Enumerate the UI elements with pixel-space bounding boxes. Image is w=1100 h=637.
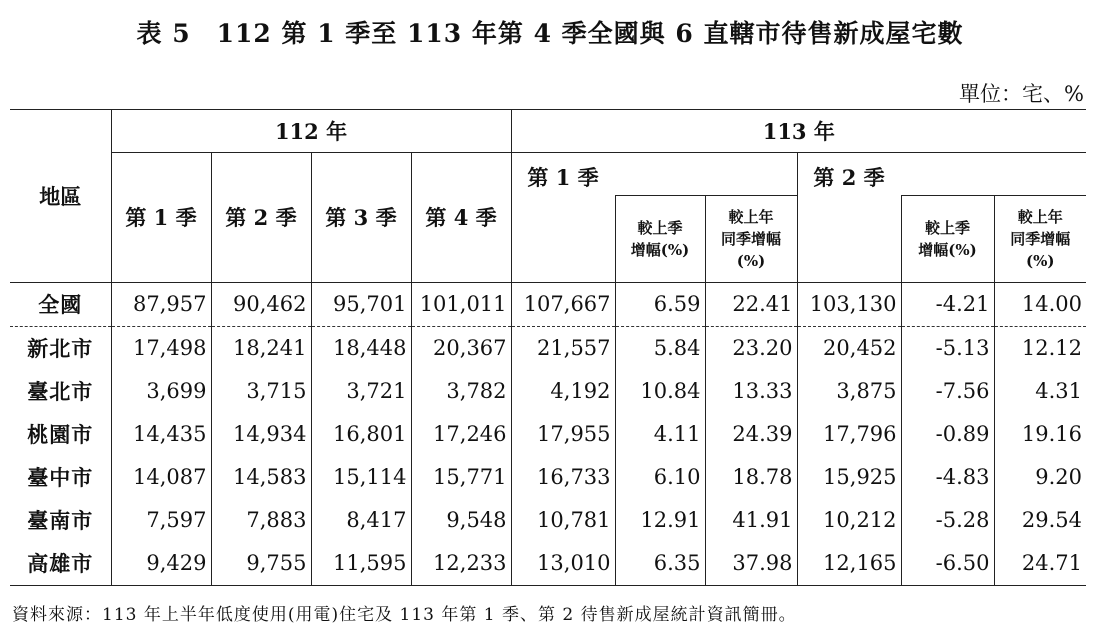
yoy-label-line1: 較上年 [728, 207, 774, 226]
value-cell: 16,801 [311, 413, 411, 456]
header-113-q2-cell [797, 164, 901, 283]
value-cell: 5.84 [615, 326, 705, 370]
value-cell: 7,597 [111, 499, 211, 542]
value-cell: 6.59 [615, 282, 705, 326]
year-113-header: 113 年 [511, 110, 1086, 153]
value-cell: 4.31 [1035, 379, 1083, 403]
value-cell: 24.71 [994, 542, 1086, 586]
yoy-label-line2: 同季增幅 [1010, 229, 1071, 248]
value-cell: 24.39 [705, 413, 797, 456]
header-113-q2-yoy [994, 196, 1086, 283]
region-cell: 臺南市 [10, 499, 111, 542]
unit-label: 單位：宅、% [959, 82, 1084, 106]
value-cell: 11,595 [311, 542, 411, 586]
value-cell: 19.16 [1021, 422, 1083, 446]
value-cell: 103,130 [797, 282, 901, 326]
value-cell: 3,875 [797, 370, 901, 413]
value-cell: 4.11 [615, 413, 705, 456]
value-cell: 20,367 [411, 326, 511, 370]
table-title: 表 5 112 第 1 季至 113 年第 4 季全國與 6 直轄市待售新成屋宅數 [136, 19, 964, 48]
value-cell: 14,934 [211, 413, 311, 456]
table-row [10, 456, 1086, 499]
value-cell: 10,212 [797, 499, 901, 542]
value-cell: 17,246 [411, 413, 511, 456]
value-cell: 3,721 [311, 370, 411, 413]
value-cell: 18,448 [311, 326, 411, 370]
value-cell: 3,782 [411, 370, 511, 413]
value-cell: 15,925 [797, 456, 901, 499]
value-cell: 15,114 [311, 456, 411, 499]
value-cell: 10,781 [511, 499, 615, 542]
value-cell: 90,462 [211, 282, 311, 326]
value-cell: 37.98 [705, 542, 797, 586]
value-cell: 12.12 [1021, 336, 1083, 360]
table-row [10, 326, 1086, 370]
source-note: 資料來源：113 年上半年低度使用(用電)住宅及 113 年第 1 季、第 2 待售新成屋統計資訊簡冊。 [12, 605, 797, 625]
value-cell: 9,429 [111, 542, 211, 586]
qoq-label-line1: 較上季 [637, 218, 683, 237]
table-row [10, 413, 1086, 456]
value-cell: 101,011 [411, 282, 511, 326]
value-cell: 22.41 [705, 282, 797, 326]
region-header: 地區 [39, 183, 82, 209]
value-cell: 3,699 [111, 370, 211, 413]
header-113-q1-cell [511, 164, 615, 283]
data-table [10, 109, 1086, 586]
value-cell: 3,715 [211, 370, 311, 413]
value-cell: 6.10 [615, 456, 705, 499]
value-cell: 9,548 [411, 499, 511, 542]
value-cell: 23.20 [705, 326, 797, 370]
value-cell: 12,233 [411, 542, 511, 586]
yoy-label-line2: 同季增幅 [721, 229, 782, 248]
value-cell: 15,771 [411, 456, 511, 499]
value-cell: 9,755 [211, 542, 311, 586]
table-row [10, 499, 1086, 542]
region-cell: 臺中市 [10, 456, 111, 499]
header-113-q1-qoq [615, 196, 705, 283]
table-body [10, 282, 1086, 585]
value-cell: 18,241 [211, 326, 311, 370]
region-cell: 高雄市 [10, 542, 111, 586]
qoq-label-line2: 增幅(%) [630, 240, 690, 259]
value-cell: 4,192 [511, 370, 615, 413]
value-cell: -6.50 [901, 542, 994, 586]
header-113-q2-qoq [901, 196, 994, 283]
value-cell: 87,957 [111, 282, 211, 326]
value-cell: 107,667 [511, 282, 615, 326]
value-cell: 6.35 [615, 542, 705, 586]
value-cell: 20,452 [797, 326, 901, 370]
table-row [10, 282, 1086, 326]
header-112-q3: 第 3 季 [311, 153, 411, 283]
value-cell: 16,733 [511, 456, 615, 499]
value-cell: -4.21 [901, 282, 994, 326]
value-cell: 14,435 [111, 413, 211, 456]
table-row [10, 370, 1086, 413]
value-cell: 17,796 [797, 413, 901, 456]
qoq-label-line2: 增幅(%) [918, 240, 977, 259]
region-cell: 桃園市 [10, 413, 111, 456]
value-cell: 41.91 [705, 499, 797, 542]
value-cell: 29.54 [1021, 508, 1083, 532]
header-112-q4: 第 4 季 [411, 153, 511, 283]
region-cell: 臺北市 [10, 370, 111, 413]
region-cell: 新北市 [10, 326, 111, 370]
value-cell: 12,165 [797, 542, 901, 586]
value-cell: 9.20 [1035, 465, 1083, 489]
value-cell: -0.89 [901, 413, 994, 456]
yoy-label-line3: (%) [1026, 251, 1055, 270]
value-cell: 7,883 [211, 499, 311, 542]
year-112-header: 112 年 [111, 110, 511, 153]
value-cell: 21,557 [511, 326, 615, 370]
value-cell: -4.83 [901, 456, 994, 499]
value-cell: 95,701 [311, 282, 411, 326]
value-cell: 13,010 [511, 542, 615, 586]
value-cell: 10.84 [615, 370, 705, 413]
value-cell: 14,087 [111, 456, 211, 499]
value-cell: 17,498 [111, 326, 211, 370]
header-113-q1: 第 1 季 [527, 164, 599, 190]
header-112-q2: 第 2 季 [211, 153, 311, 283]
yoy-label-line1: 較上年 [1017, 207, 1063, 226]
value-cell: 8,417 [311, 499, 411, 542]
header-113-q1-yoy [705, 196, 797, 283]
region-header-cell [10, 110, 111, 283]
table-row [10, 542, 1086, 586]
header-112-q1: 第 1 季 [111, 153, 211, 283]
value-cell: -5.28 [901, 499, 994, 542]
yoy-label-line3: (%) [736, 251, 766, 270]
value-cell: 14,583 [211, 456, 311, 499]
value-cell: 17,955 [511, 413, 615, 456]
region-cell: 全國 [10, 282, 111, 326]
value-cell: -7.56 [901, 370, 994, 413]
header-113-q2: 第 2 季 [813, 164, 885, 190]
value-cell: 13.33 [705, 370, 797, 413]
value-cell: 12.91 [615, 499, 705, 542]
value-cell: -5.13 [901, 326, 994, 370]
value-cell: 18.78 [705, 456, 797, 499]
value-cell: 14.00 [994, 282, 1086, 326]
qoq-label-line1: 較上季 [925, 218, 971, 237]
